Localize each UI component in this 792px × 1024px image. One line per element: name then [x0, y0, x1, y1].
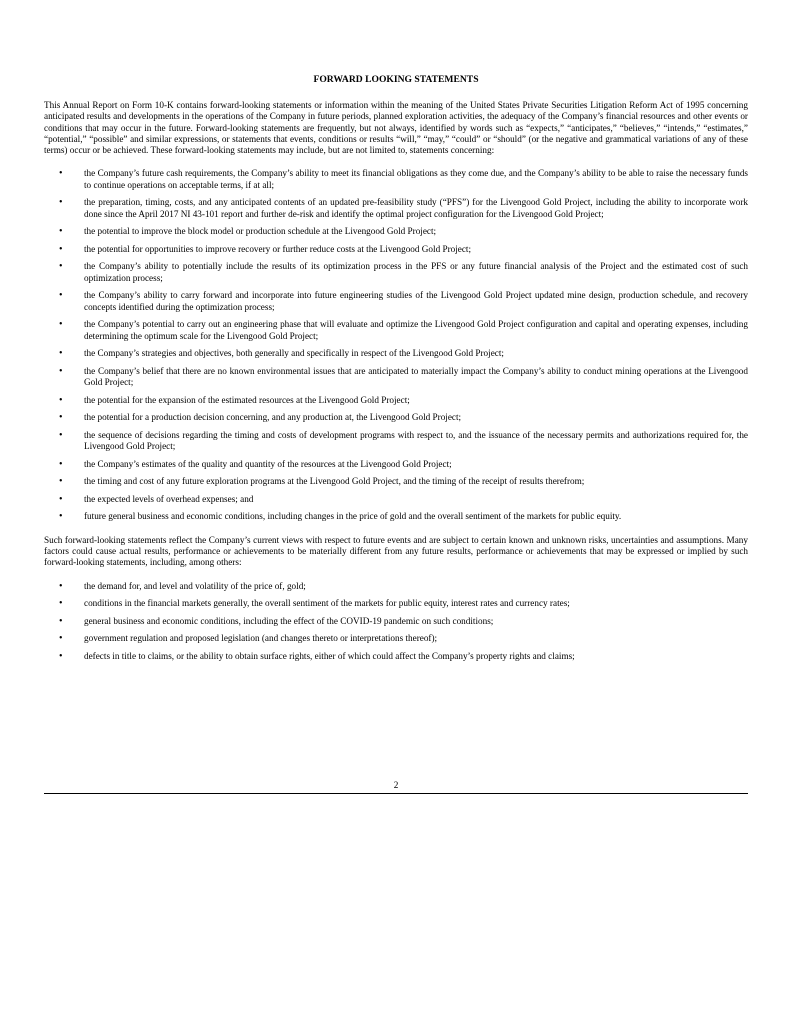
- list-item: • future general business and economic conditions, including changes in the price of gold and the overall sentiment of the markets for public equity.: [44, 511, 748, 522]
- list-item: • the Company’s strategies and objectives, both generally and specifically in respect of the Livengood Gold Project;: [44, 348, 748, 359]
- list-item: • the timing and cost of any future exploration programs at the Livengood Gold Project, and the timing of the receipt of results therefrom;: [44, 476, 748, 487]
- list-item: • government regulation and proposed legislation (and changes thereto or interpretations thereof);: [44, 633, 748, 644]
- list-item: • the potential to improve the block model or production schedule at the Livengood Gold Project;: [44, 226, 748, 237]
- list-item: • the sequence of decisions regarding the timing and costs of development programs with respect to, and the issuance of the necessary permits and authorizations required for, the Livengood Gold Project;: [44, 430, 748, 453]
- document-page: [44, 74, 748, 674]
- list-item: • general business and economic conditions, including the effect of the COVID-19 pandemic on such conditions;: [44, 616, 748, 627]
- list-item: • the potential for opportunities to improve recovery or further reduce costs at the Livengood Gold Project;: [44, 244, 748, 255]
- list-item: • the expected levels of overhead expenses; and: [44, 494, 748, 505]
- list-item: • the Company’s ability to potentially include the results of its optimization process in the PFS or any future financial analysis of the Project and the estimated cost of such optimization process;: [44, 261, 748, 284]
- section-heading: FORWARD LOOKING STATEMENTS: [313, 74, 479, 85]
- risk-factors-list: [44, 581, 748, 663]
- footer-divider: [44, 793, 748, 794]
- risk-factors-paragraph: Such forward-looking statements reflect the Company’s current views with respect to future events and are subject to certain known and unknown risks, uncertainties and assumptions. Many factors could cause actual results, performance or achievements to be materially different from any future results, performance or achievements that may be expressed or implied by such forward-looking statements, including, among others:: [44, 534, 748, 568]
- list-item: • the potential for a production decision concerning, and any production at, the Livengood Gold Project;: [44, 412, 748, 423]
- list-item: • the Company’s ability to carry forward and incorporate into future engineering studies of the Livengood Gold Project updated mine design, production schedule, and recovery concepts identified during the optimization process;: [44, 290, 748, 313]
- list-item: • the potential for the expansion of the estimated resources at the Livengood Gold Project;: [44, 395, 748, 406]
- list-item: • the Company’s potential to carry out an engineering phase that will evaluate and optimize the Livengood Gold Project configuration and capital and operating expenses, including determining the optimum scale for the Livengood Gold Project;: [44, 319, 748, 342]
- list-item: • the Company’s belief that there are no known environmental issues that are anticipated to materially impact the Company’s ability to conduct mining operations at the Livengood Gold Project;: [44, 366, 748, 389]
- list-item: • conditions in the financial markets generally, the overall sentiment of the markets for public equity, interest rates and currency rates;: [44, 598, 748, 609]
- forward-looking-statements-list: [44, 168, 748, 522]
- list-item: • the Company’s future cash requirements, the Company’s ability to meet its financial obligations as they come due, and the Company’s ability to be able to raise the necessary funds to continue operations on acceptable terms, if at all;: [44, 168, 748, 191]
- list-item: • defects in title to claims, or the ability to obtain surface rights, either of which could affect the Company’s property rights and claims;: [44, 651, 748, 662]
- page-number: 2: [393, 780, 399, 790]
- list-item: • the demand for, and level and volatility of the price of, gold;: [44, 581, 748, 592]
- intro-paragraph: This Annual Report on Form 10-K contains forward-looking statements or information within the meaning of the United States Private Securities Litigation Reform Act of 1995 concerning anticipated results and developments in the operations of the Company in future periods, planned exploration activities, the adequacy of the Company’s financial resources and other events or conditions that may occur in the future. Forward-looking statements are frequently, but not always, identified by words such as “expects,” “anticipates,” “believes,” “intends,” “estimates,” “potential,” “possible” and similar expressions, or statements that events, conditions or results “will,” “may,” “could” or “should” (or the negative and grammatical variations of any of these terms) occur or be achieved. These forward-looking statements may include, but are not limited to, statements concerning:: [44, 100, 748, 156]
- list-item: • the Company’s estimates of the quality and quantity of the resources at the Livengood Gold Project;: [44, 459, 748, 470]
- list-item: • the preparation, timing, costs, and any anticipated contents of an updated pre-feasibility study (“PFS”) for the Livengood Gold Project, including the ability to incorporate work done since the April 2017 NI 43-101 report and further de-risk and identify the optimal project configuration for the Livengood Gold Project;: [44, 197, 748, 220]
